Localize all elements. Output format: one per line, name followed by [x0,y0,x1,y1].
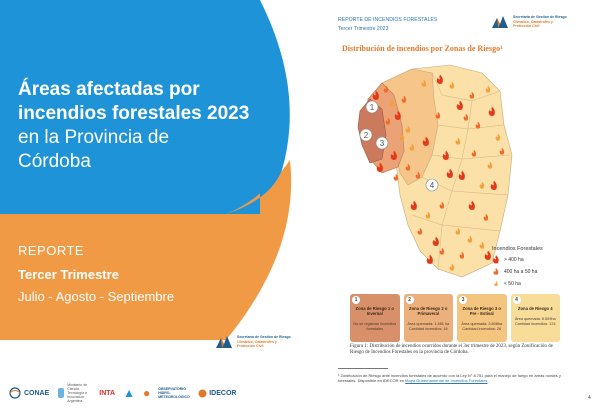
zone-card-2 [404,294,454,342]
zone-card-3-name: Zona de Riesgo 3 o Pre - Estival [462,306,501,316]
argentina-shield-icon [57,387,65,399]
report-logo-line-2: Climático, Catástrofes y Protección Civil [513,19,553,29]
legend-label-medium: 400 ha a 50 ha [504,268,538,275]
zone-card-4-stats: Área quemada: 8.509ha Cantidad incendios: 124 [514,317,556,326]
observatorio-logo-label: OBSERVATORIO HIDRO-METEOROLÓGICO [158,387,190,399]
zone-card-2-stats: Área quemada: 1.481 ha Cantidad incendios: 16 [407,322,450,331]
secretaria-logo [214,334,293,350]
svg-text:2: 2 [363,131,369,140]
legend-item-large [492,255,552,264]
figure-caption: Figura 1: Distribución de incendios ocurridos durante el 3er trimestre de 2023, según Zonificación de Riesgo de Incendios Forestales en la provincia de Córdoba. [350,344,553,355]
flame-small-icon [492,279,500,288]
zone-card-1-number: 1 [352,296,360,304]
report-page [306,0,600,420]
cover-title-line-2: incendios forestales 2023 [18,103,250,124]
cover-months-label: Julio - Agosto - Septiembre [18,289,175,304]
report-logo-line-1: Secretaría de Gestión de Riesgo [513,15,567,20]
zone-3-marker [376,137,388,149]
flame-large-icon [492,255,500,264]
legend-label-large: > 400 ha [504,256,524,263]
page-number: 4 [588,395,591,401]
zone-card-3-stats: Área quemada: 3.808ha Cantidad incendios: 26 [461,322,503,331]
footnote-text: ¹ Zonificación de Riesgo ante incendios forestales de acuerdo con la Ley N° 8.751 para el manejo de fuego en áreas rurales y forestales. Disponible en IDECOR en [338,373,561,383]
flame-medium-icon [492,267,500,276]
legend-label-small: < 50 ha [504,280,521,287]
legend-item-medium [492,267,552,276]
conae-logo-icon [8,387,22,399]
report-header-title: REPORTE DE INCENDIOS FORESTALES [338,17,438,23]
inta-logo-label: INTA [99,389,116,397]
report-logo-icon [490,14,510,30]
legend-item-small [492,279,552,288]
zone-card-4-number: 4 [513,296,521,304]
legend-title: Incendios Forestales [492,246,543,252]
zone-card-2-name: Zona de Riesgo 2 o Primaveral [409,306,448,316]
secretaria-logo-icon [214,334,234,350]
zone-card-4-name: Zona de Riesgo 4 [517,306,553,311]
footnote-link[interactable]: Mapa Gubernamental de Incendios Forestales [405,378,488,383]
map-legend [492,246,552,291]
map-title: Distribución de incendios por Zonas de Riesgo¹ [342,44,503,53]
circle-logo [143,386,150,400]
mountain-logo [123,386,135,400]
svg-text:4: 4 [429,181,435,190]
inta-logo [99,390,115,397]
zone-4-marker [426,179,438,191]
risk-zone-cards [350,294,560,342]
mincyt-logo [57,383,91,403]
observatorio-logo [158,387,190,399]
secretaria-logo-line-2: Climático, Catástrofes y Protección Civil [237,339,277,349]
zone-card-1-name: Zona de Riesgo 1 o Invernal [355,306,394,316]
mincyt-logo-label: Ministerio de Ciencia, Tecnología e Innovación Argentina [67,383,88,403]
footnote-divider [338,368,388,369]
zone-2-marker [360,129,372,141]
partner-logos [8,380,300,406]
mountain-logo-icon: ▲ [123,386,135,400]
secretaria-logo-line-1: Secretaría de Gestión de Riesgo [237,335,291,340]
cover-title-line-4: Córdoba [18,151,91,172]
cover-title-line-3: en la Provincia de [18,127,170,148]
conae-logo [8,387,49,399]
svg-text:3: 3 [379,139,385,148]
svg-text:1: 1 [369,103,375,112]
cover-reporte-label: REPORTE [18,243,85,258]
zone-card-4 [511,294,561,342]
circle-logo-icon: ● [142,386,151,400]
idecor-logo-icon [198,389,207,398]
zone-1-marker [366,101,378,113]
footnote: ¹ Zonificación de Riesgo ante incendios forestales de acuerdo con la Ley N° 8.751 para el manejo de fuego en áreas rurales y forestales. Disponible en IDECOR en Mapa Gubernamental de Incendios Forestales. [338,373,561,383]
idecor-logo [198,389,236,398]
cover-trimestre-label: Tercer Trimestre [18,267,119,282]
zone-card-3 [457,294,507,342]
zone-card-2-number: 2 [406,296,414,304]
zone-card-1 [350,294,400,342]
report-header-subtitle: Tercer Trimestre 2023 [338,26,389,32]
idecor-logo-label: IDECOR [209,389,237,397]
report-secretaria-logo [490,14,569,30]
conae-logo-label: CONAE [24,389,50,397]
zone-card-3-number: 3 [459,296,467,304]
cover-title [18,78,254,174]
cover-title-line-1: Áreas afectadas por [18,79,200,100]
zone-card-1-stats: No se registran incendios forestales [353,322,397,331]
